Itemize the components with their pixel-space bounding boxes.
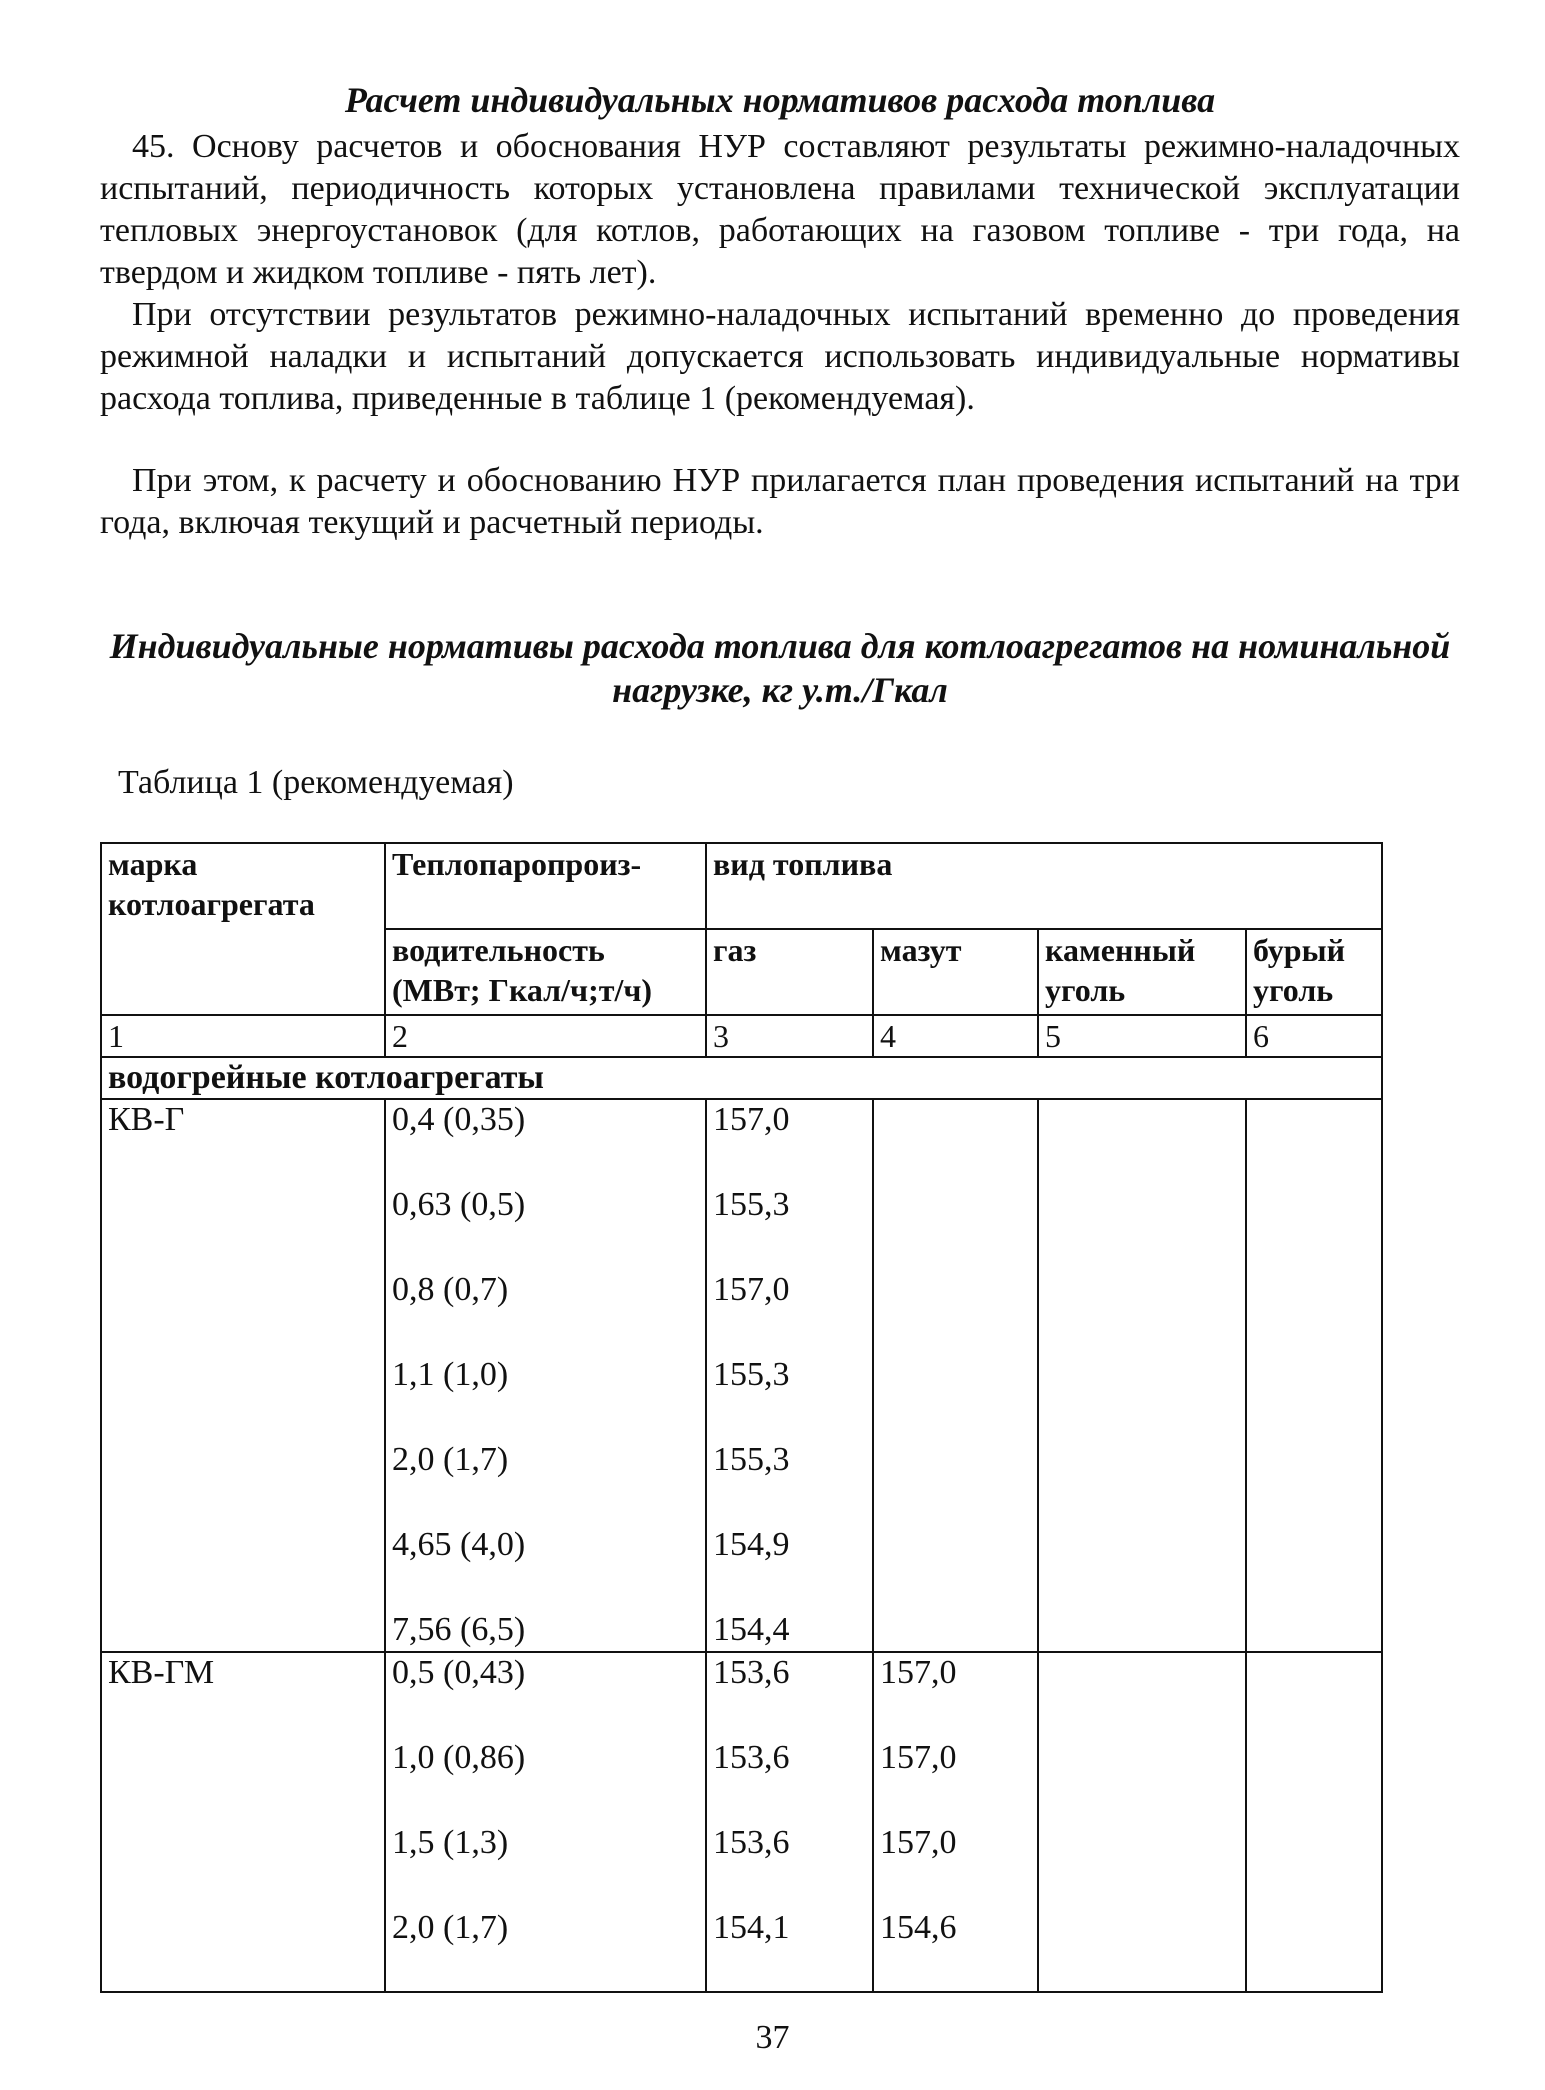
col-number-2: 2 (385, 1015, 706, 1057)
header-gas: газ (706, 929, 873, 1015)
gas-cell (706, 1652, 873, 1992)
mazut-value: 157,0 (880, 1654, 957, 1691)
header-brown-coal: бурый уголь (1246, 929, 1382, 1015)
col-number-4: 4 (873, 1015, 1038, 1057)
brand-cell: КВ-Г (101, 1099, 385, 1652)
section-heading: Расчет индивидуальных нормативов расхода топлива (344, 80, 1216, 120)
fuel-norms-table (100, 842, 1383, 1993)
mazut-cell (873, 1099, 1038, 1652)
gas-value: 154,1 (713, 1909, 790, 1946)
capacity-value: 1,5 (1,3) (392, 1824, 509, 1861)
group-title: водогрейные котлоагрегаты (101, 1057, 1382, 1099)
gas-value: 157,0 (713, 1101, 790, 1138)
paragraph-plan: При этом, к расчету и обоснованию НУР прилагается план проведения испытаний на три года, включая текущий и расчетный периоды. (100, 462, 1460, 541)
gas-value: 153,6 (713, 1824, 790, 1861)
col-number-6: 6 (1246, 1015, 1382, 1057)
capacity-cell (385, 1652, 706, 1992)
capacity-value: 0,63 (0,5) (392, 1186, 526, 1223)
brand-cell: КВ-ГМ (101, 1652, 385, 1992)
header-mazut: мазут (873, 929, 1038, 1015)
col-number-3: 3 (706, 1015, 873, 1057)
brown-coal-cell (1246, 1099, 1382, 1652)
header-capacity-top: Теплопаропроиз- (385, 843, 706, 929)
header-capacity-bottom: водительность (МВт; Гкал/ч;т/ч) (385, 929, 706, 1015)
table-caption: Таблица 1 (рекомендуемая) (118, 764, 514, 801)
mazut-value: 154,6 (880, 1909, 957, 1946)
table-row (101, 1652, 1382, 1992)
capacity-cell (385, 1099, 706, 1652)
capacity-value: 2,0 (1,7) (392, 1441, 509, 1478)
table-row (101, 1099, 1382, 1652)
mazut-value: 157,0 (880, 1739, 957, 1776)
gas-value: 153,6 (713, 1654, 790, 1691)
paragraph-45: 45. Основу расчетов и обоснования НУР составляют результаты режимно-наладочных испытаний, периодичность которых установлена правилами технической эксплуатации тепловых энергоустановок (для котлов, работающих на газовом топливе - три года, на твердом и жидком топливе - пять лет). (100, 128, 1460, 291)
capacity-value: 0,4 (0,35) (392, 1101, 526, 1138)
gas-value: 157,0 (713, 1271, 790, 1308)
coal-cell (1038, 1099, 1246, 1652)
capacity-value: 0,5 (0,43) (392, 1654, 526, 1691)
mazut-value: 157,0 (880, 1824, 957, 1861)
col-number-1: 1 (101, 1015, 385, 1057)
paragraph-absence: При отсутствии результатов режимно-наладочных испытаний временно до проведения режимной наладки и испытаний допускается использовать индивидуальные нормативы расхода топлива, приведенные в таблице 1 (рекомендуемая). (100, 296, 1460, 417)
capacity-value: 1,0 (0,86) (392, 1739, 526, 1776)
capacity-value: 1,1 (1,0) (392, 1356, 509, 1393)
gas-value: 155,3 (713, 1441, 790, 1478)
page-number: 37 (755, 2019, 790, 2056)
capacity-value: 2,0 (1,7) (392, 1909, 509, 1946)
capacity-value: 4,65 (4,0) (392, 1526, 526, 1563)
table-heading: Индивидуальные нормативы расхода топлива для котлоагрегатов на номинальной нагрузке, кг у.т./Гкал (109, 626, 1451, 710)
header-brand: марка котлоагрегата (101, 843, 385, 1015)
capacity-value: 0,8 (0,7) (392, 1271, 509, 1308)
gas-value: 155,3 (713, 1186, 790, 1223)
gas-cell (706, 1099, 873, 1652)
gas-value: 154,4 (713, 1611, 790, 1648)
mazut-cell (873, 1652, 1038, 1992)
col-number-5: 5 (1038, 1015, 1246, 1057)
gas-value: 153,6 (713, 1739, 790, 1776)
header-coal: каменный уголь (1038, 929, 1246, 1015)
gas-value: 155,3 (713, 1356, 790, 1393)
gas-value: 154,9 (713, 1526, 790, 1563)
capacity-value: 7,56 (6,5) (392, 1611, 526, 1648)
brown-coal-cell (1246, 1652, 1382, 1992)
coal-cell (1038, 1652, 1246, 1992)
header-fuel-type: вид топлива (706, 843, 1382, 929)
